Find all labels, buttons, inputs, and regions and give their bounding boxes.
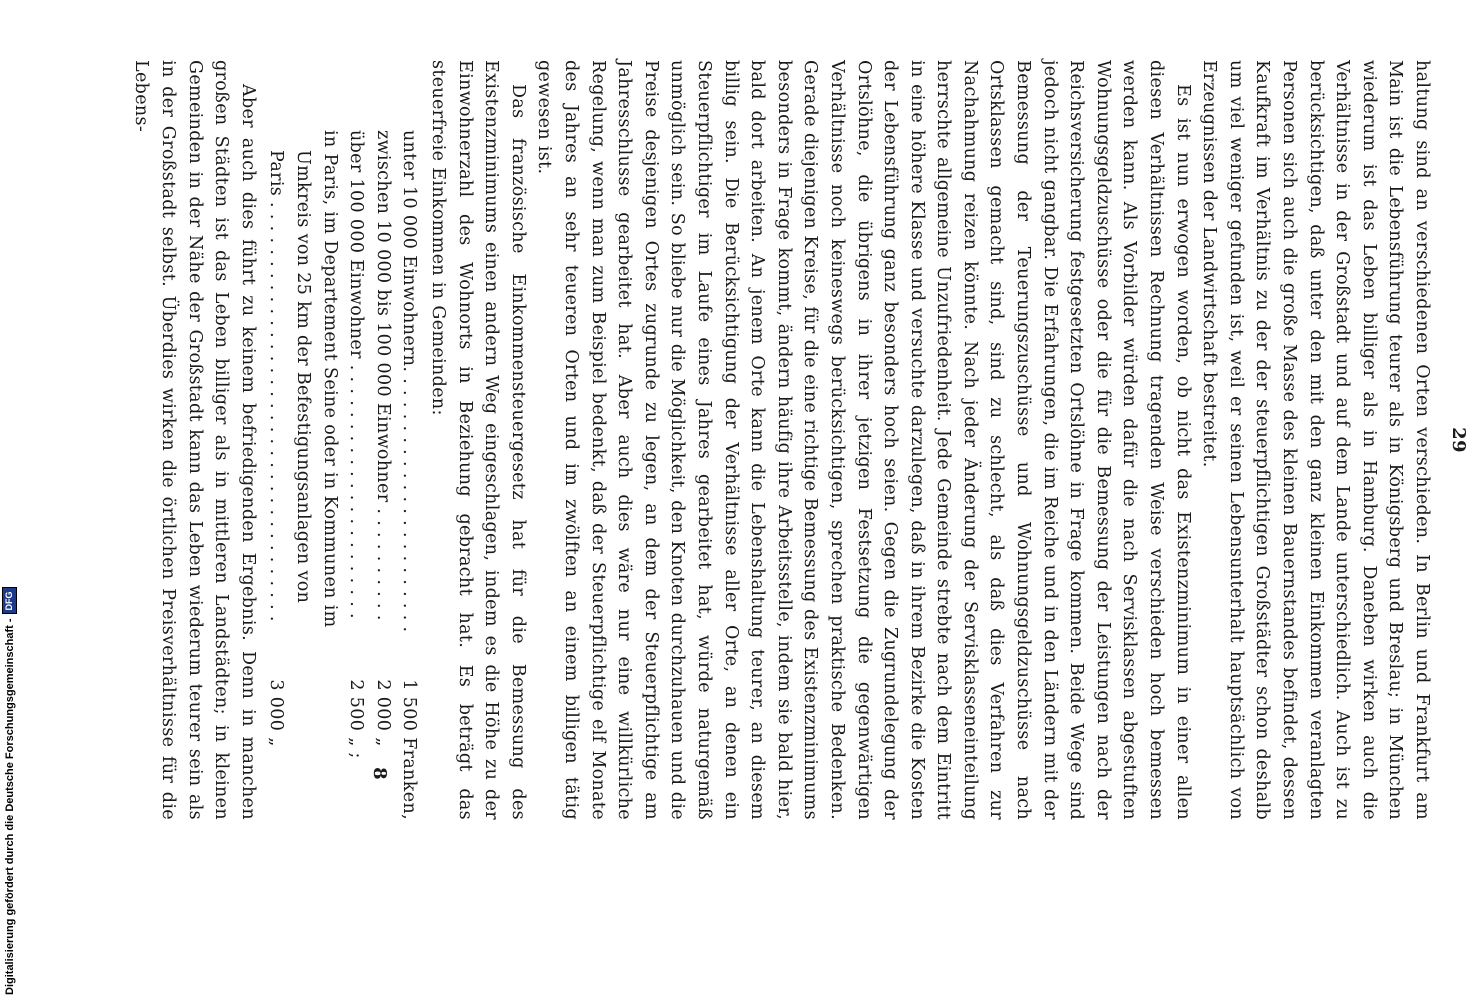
table-cell-label: Umkreis von 25 km der Befestigungsanlagen von [293,150,314,604]
table-cell-amount [316,641,343,737]
table-cell-label: über 100 000 Einwohner . . . . . . . . . . . . . . . . . . . . . . [346,130,367,619]
signature-mark: 8 [368,767,390,780]
paragraph: Das französische Einkommensteuergesetz hat für die Bemessung des Existenzminimums einen andern Weg eingeschlagen, indem es die Höhe zu der Einwohnerzahl des Wohnorts in Beziehung gebracht hat. Es beträgt das steuerfreie Einkommen in Gemeinden: [428,60,528,820]
table-cell-label: Paris . . . . . . . . . . . . . . . . . . . . . . . . . . . . . . . . . . . . [266,150,287,622]
table-cell-label: zwischen 10 000 bis 100 000 Einwohner . . . . . . . . . . [372,130,393,621]
table-cell-unit: „ ; [346,737,367,759]
table-cell-unit: „ [372,737,393,747]
table-row [289,60,316,820]
tax-exemption-table [263,60,423,820]
page-number: 29 [1448,427,1469,453]
paragraph: Es ist nun erwogen worden, ob nicht das Existenzminimum in einer allen diesen Verhältnissen Rechnung tragenden Weise verschieden hoch bemessen werden kann. Als Vorbilder würden dafür die nach Servisklassen abgestuften Wohnungsgeldzuschüsse oder die für die Bemessung der Leistungen nach der Reichsversicherung festgesetzten Ortslöhne in Frage kommen. Beide Wege sind jedoch nicht gangbar. Die Erfahrungen, die im Reiche und in den Ländern mit der Bemessung der Teuerungszuschüsse und Wohnungsgeldzuschüsse nach Ortsklassen gemacht sind, sind zu schlecht, als daß dies Verfahren zur Nachahmung reizen könnte. Nach jeder Änderung der Servisklasseneinteilung herrschte allgemeine Unzufriedenheit. Jede Gemeinde strebte nach dem Eintritt in eine höhere Klasse und versuchte darzulegen, daß in ihrem Bezirke die Kosten der Lebensführung ganz besonders hoch seien. Gegen die Zugrundelegung der Ortslöhne, die übrigens in ihrer jetzigen Festsetzung die gegenwärtigen Verhältnisse noch keineswegs berücksichtigen, sprechen praktische Bedenken. Gerade diejenigen Kreise, für die eine richtige Bemessung des Existenzminimums besonders in Frage kommt, ändern häufig ihre Arbeitsstelle, indem sie bald hier, bald dort arbeiten. An jenem Orte kann die Lebenshaltung teurer, an diesem billig sein. Die Berücksichtigung der Verhältnisse aller Orte, an denen ein Steuerpflichtiger im Laufe eines Jahres gearbeitet hat, würde naturgemäß unmöglich sein. So bliebe nur die Möglichkeit, den Knoten durchzuhauen und die Preise desjenigen Ortes zugrunde zu legen, an dem der Steuerpflichtige am Jahresschlusse gearbeitet hat. Aber auch dies wäre nur eine willkürliche Regelung, wenn man zum Beispiel bedenkt, daß der Steuerpflichtige elf Monate des Jahres an sehr teueren Orten und im zwölften an einem billigen tätig gewesen ist. [534,60,1193,820]
table-cell-amount: 2 500 [346,679,367,732]
credit-text: Digitalisierung gefördert durch die Deutsche Forschungsgemeinschaft - [3,618,16,995]
table-cell-unit: Franken, [399,737,420,820]
table-cell-label: in Paris, im Departement Seine oder in Kommunen im [319,130,340,628]
scanned-page [131,60,1475,820]
page-body [128,60,1435,820]
table-cell-unit [289,737,316,820]
table-row [369,60,396,820]
table-cell-amount: 1 500 [399,679,420,732]
table-row [343,60,370,820]
table-cell-label: unter 10 000 Einwohnern. . . . . . . . . . . . . . . . . . . . . . . [399,130,420,633]
digitization-credit [2,5,17,995]
table-cell-unit: „ [266,737,287,747]
paragraph: Aber auch dies führt zu keinem befriedigenden Ergebnis. Denn in manchen großen Städten ist das Leben billiger als in mittleren Landstädten; in kleinen Gemeinden in der Nähe der Großstadt kann das Leben wiederum teurer sein als in der Großstadt selbst. Überdies wirken die örtlichen Preisverhältnisse für die Lebens- [131,60,258,820]
paragraph: haltung sind an verschiedenen Orten verschieden. In Berlin und Frankfurt am Main ist die Lebensführung teurer als in Königsberg und Breslau; in München wiederum ist das Leben billiger als in Hamburg. Daneben wirken auch die Verhältnisse in der Großstadt und auf dem Lande unterschiedlich. Auch ist zu berücksichtigen, daß unter den mit den ganz kleinen Einkommen veranlagten Personen sich auch die große Masse des kleinen Bauernstandes befindet, dessen Kaufkraft im Verhältnis zu der der steuerpflichtigen Großstädter schon deshalb um viel weniger gefunden ist, weil er seinen Lebensunterhalt hauptsächlich von Erzeugnissen der Landwirtschaft bestreitet. [1199,60,1432,820]
table-cell-amount: 2 000 [372,679,393,732]
table-cell-amount [289,641,316,737]
table-cell-amount: 3 000 [266,679,287,732]
table-row [396,60,423,820]
table-cell-unit [316,737,343,820]
table-row [263,60,290,820]
table-row [316,60,343,820]
dfg-logo-icon: DFG [2,587,17,614]
